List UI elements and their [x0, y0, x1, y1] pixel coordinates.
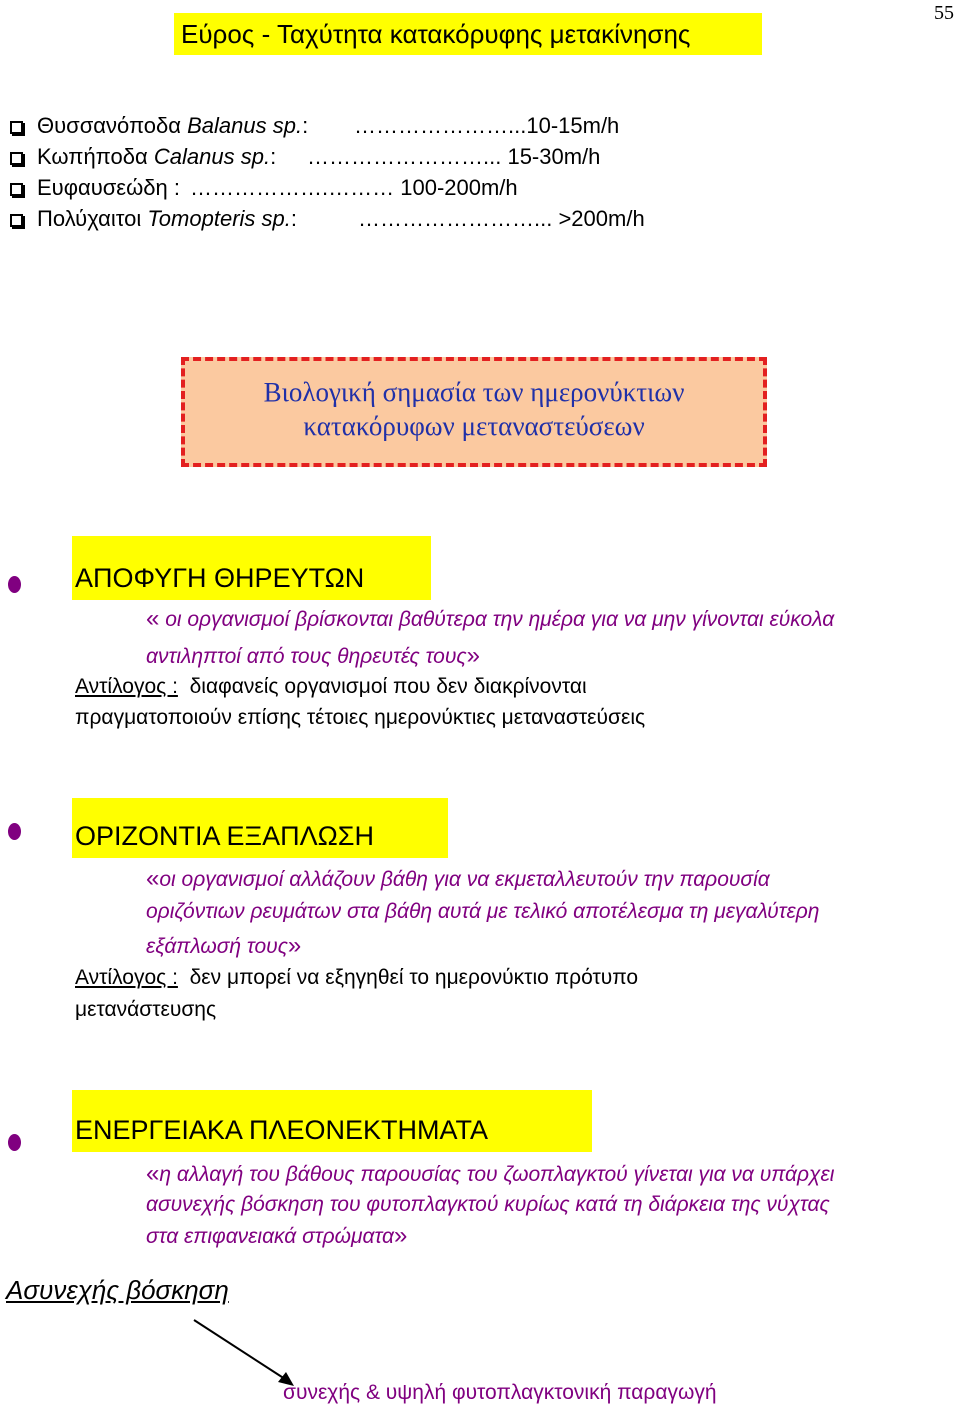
rates-list: [10, 110, 645, 234]
quote-line: οι οργανισμοί βρίσκονται βαθύτερα την ημέρα για να μην γίνονται εύκολα: [165, 608, 835, 631]
checkbox-icon: [10, 152, 23, 165]
section-heading: [72, 1090, 592, 1152]
rate-value-text: 15-30m/h: [501, 144, 601, 169]
checkbox-icon: [10, 121, 23, 134]
quote-open-mark: «: [146, 1160, 160, 1187]
counter-line: διαφανείς οργανισμοί που δεν διακρίνονται: [189, 675, 587, 698]
section-heading: [72, 798, 448, 858]
quote-line: εξάπλωσή τους: [146, 935, 288, 958]
page-title-text: Εύρος - Ταχύτητα κατακόρυφης μετακίνησης: [181, 19, 691, 49]
rate-item: [10, 203, 645, 234]
section-heading-text: ΑΠΟΦΥΓΗ ΘΗΡΕΥΤΩΝ: [75, 563, 365, 593]
rate-name-italic: Balanus sp.: [187, 113, 303, 138]
bio-box-line: κατακόρυφων μεταναστεύσεων: [303, 411, 645, 441]
section-quote: [146, 930, 301, 962]
quote-open-mark: «: [146, 605, 160, 632]
rate-dots: …………………...: [354, 113, 527, 138]
quote-line: η αλλαγή του βάθους παρουσίας του ζωοπλαγκτού γίνεται για να υπάρχει: [159, 1163, 835, 1186]
rate-name-colon: :: [290, 206, 297, 231]
counter-argument: [75, 962, 638, 993]
rate-value: [190, 172, 518, 203]
rate-name-text: Κωπήποδα: [37, 144, 154, 169]
rate-name-text: Πολύχαιτοι: [37, 206, 148, 231]
rate-value-text: >200m/h: [552, 206, 645, 231]
rate-name: [37, 141, 276, 172]
bio-significance-box: [181, 357, 767, 467]
rate-item: [10, 172, 518, 203]
bullet-icon: [8, 576, 21, 593]
rate-name-colon: :: [173, 175, 181, 200]
quote-close-mark: »: [466, 642, 480, 669]
rate-value: [307, 141, 600, 172]
counter-line: μετανάστευσης: [75, 998, 217, 1021]
bullet-icon: [8, 823, 21, 840]
counter-label: Αντίλογος :: [75, 966, 178, 989]
rate-dots: ……………………...: [358, 206, 553, 231]
bullet-icon: [8, 1134, 21, 1151]
rate-name: [37, 110, 308, 141]
rate-dots: ……………………...: [307, 144, 502, 169]
quote-line: οι οργανισμοί αλλάζουν βάθη για να εκμεταλλευτούν την παρουσία: [159, 868, 770, 891]
page-number: 55: [934, 2, 954, 24]
continuous-production-label: συνεχής & υψηλή φυτοπλαγκτονική παραγωγή: [283, 1381, 717, 1404]
rate-name-italic: Tomopteris sp.: [147, 206, 291, 231]
bio-box-line: Βιολογική σημασία των ημερονύκτιων: [263, 377, 685, 407]
section-quote: [146, 863, 770, 895]
section-quote: [146, 640, 480, 672]
page-title: [174, 13, 762, 55]
rate-item: [10, 141, 601, 172]
arrow-line: [194, 1320, 285, 1379]
section-quote: [146, 1158, 834, 1190]
rate-value-text: 10-15m/h: [526, 113, 620, 138]
rate-value: [354, 110, 619, 141]
arrow-icon: [190, 1316, 300, 1390]
counter-label: Αντίλογος :: [75, 675, 178, 698]
rate-item: [10, 110, 620, 141]
rate-name-italic: Calanus sp.: [153, 144, 271, 169]
section-quote: [146, 603, 834, 635]
rate-name-text: Θυσσανόποδα: [37, 113, 188, 138]
quote-close-mark: »: [287, 932, 302, 959]
checkbox-icon: [10, 214, 23, 227]
quote-line: ασυνεχής βόσκηση του φυτοπλαγκτού κυρίως κατά τη διάρκεια της νύχτας: [146, 1193, 830, 1216]
rate-value-text: 100-200m/h: [394, 175, 518, 200]
counter-line: πραγματοποιούν επίσης τέτοιες ημερονύκτιες μεταναστεύσεις: [75, 706, 646, 729]
counter-argument: [75, 671, 587, 702]
quote-line: στα επιφανειακά στρώματα: [146, 1225, 395, 1248]
quote-open-mark: «: [146, 865, 160, 892]
quote-line: οριζόντιων ρευμάτων στα βάθη αυτά με τελικό αποτέλεσμα τη μεγαλύτερη: [146, 900, 820, 923]
checkbox-icon: [10, 183, 23, 196]
section-heading-text: ΕΝΕΡΓΕΙΑΚΑ ΠΛΕΟΝΕΚΤΗΜΑΤΑ: [75, 1115, 488, 1145]
quote-close-mark: »: [394, 1222, 408, 1249]
rate-name-colon: :: [302, 113, 309, 138]
rate-name: [37, 172, 180, 203]
rate-name-text: Ευφαυσεώδη: [37, 175, 174, 200]
section-quote: [146, 1220, 407, 1252]
rate-dots: ……………….………: [190, 175, 395, 200]
section-heading: [72, 536, 431, 600]
rate-name-colon: :: [270, 144, 277, 169]
section-heading-text: ΟΡΙΖΟΝΤΙΑ ΕΞΑΠΛΩΣΗ: [75, 821, 374, 851]
rate-name: [37, 203, 297, 234]
quote-line: αντιληπτοί από τους θηρευτές τους: [146, 645, 467, 668]
counter-line: δεν μπορεί να εξηγηθεί το ημερονύκτιο πρότυπο: [189, 966, 639, 989]
discontinuous-grazing-label: Ασυνεχής βόσκηση: [6, 1275, 229, 1305]
rate-value: [358, 203, 645, 234]
